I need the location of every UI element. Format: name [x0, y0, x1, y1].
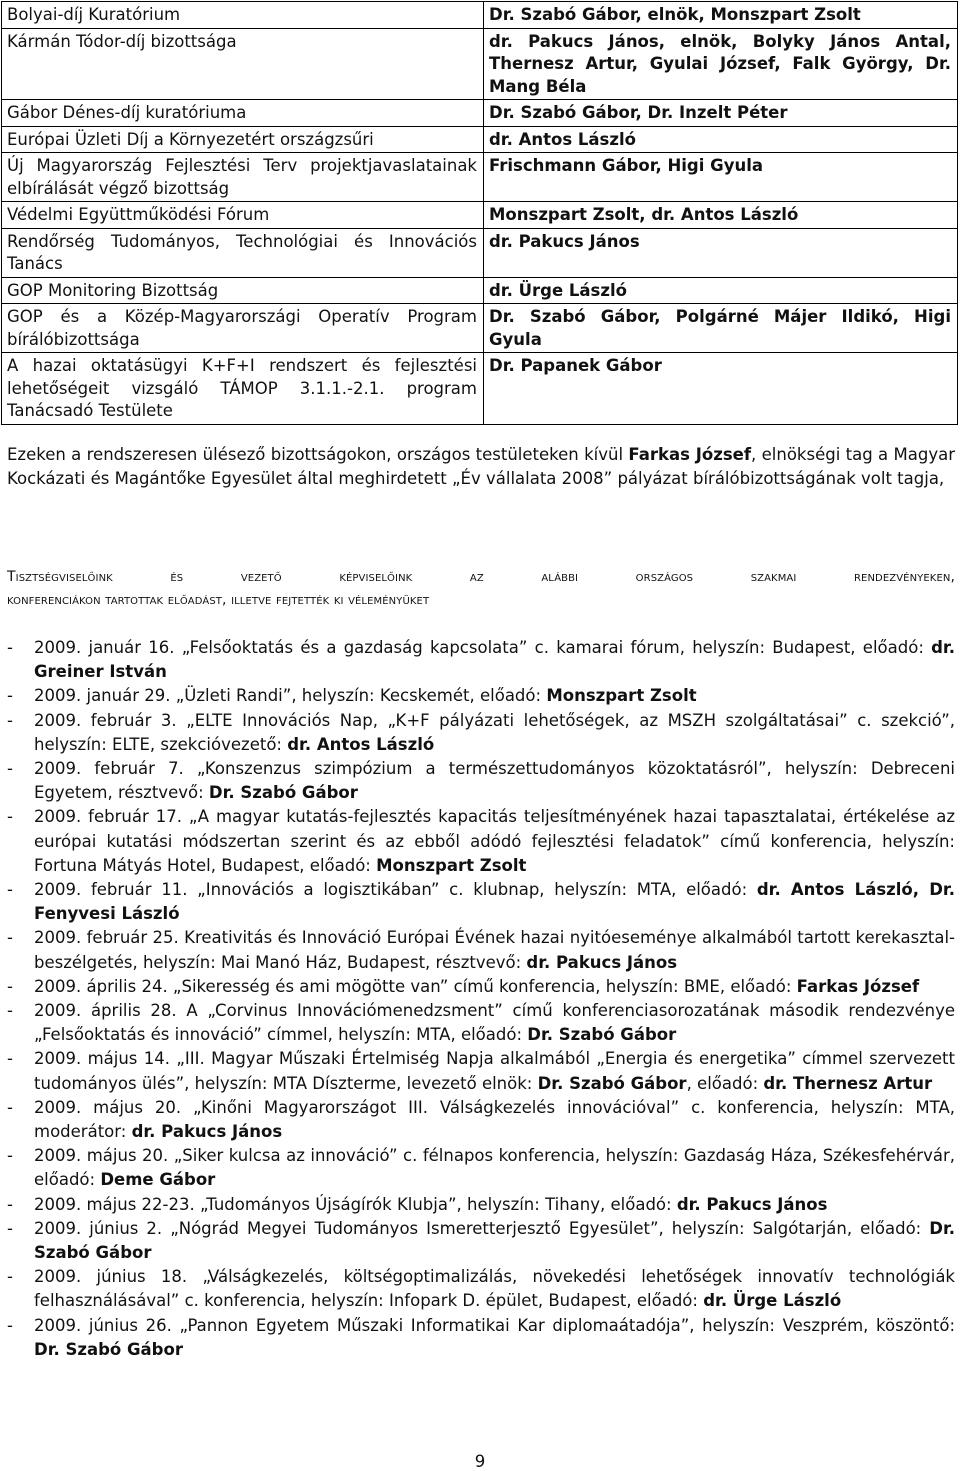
event-text: 2009. január 29. „Üzleti Randi”, helyszín: Kecskemét, előadó: — [34, 686, 547, 706]
event-person: Dr. Szabó Gábor — [208, 783, 358, 803]
event-text: 2009. május 22-23. „Tudományos Újságírók Klubja”, helyszín: Tihany, előadó: — [34, 1194, 677, 1214]
committee-table — [1, 1, 958, 425]
list-item — [7, 1265, 955, 1313]
intro-text-after: , elnökségi tag a Magyar Kockázati és Magántőke Egyesület által meghirdetett „Év vállalata 2008” pályázat bírálóbizottságának volt tagja, — [7, 445, 955, 488]
intro-text-before: Ezeken a rendszeresen ülésező bizottságokon, országos testületeken kívül — [7, 445, 629, 464]
event-person: Dr. Szabó Gábor — [34, 1218, 955, 1263]
events-list — [7, 636, 955, 1362]
list-dash: - — [7, 1194, 13, 1214]
list-item — [7, 999, 955, 1047]
event-person: Deme Gábor — [100, 1170, 216, 1190]
event-text: 2009. június 26. „Pannon Egyetem Műszaki Informatikai Kar diplomaátadója”, helyszín: Veszprém, köszöntő: — [34, 1315, 955, 1335]
list-dash: - — [7, 880, 13, 900]
list-dash: - — [7, 1001, 13, 1021]
event-text: 2009. május 20. „Siker kulcsa az innováció” c. félnapos konferencia, helyszín: Gazdaság Háza, Székesfehérvár, előadó: — [34, 1146, 955, 1190]
list-item — [7, 1314, 955, 1362]
list-dash: - — [7, 759, 13, 779]
committee-members-cell: Frischmann Gábor, Higi Gyula — [484, 153, 958, 202]
list-item — [7, 636, 955, 684]
event-person: Dr. Szabó Gábor — [527, 1025, 677, 1045]
table-row — [2, 228, 958, 277]
table-row — [2, 277, 958, 304]
committee-name-cell: Európai Üzleti Díj a Környezetért országzsűri — [2, 126, 484, 153]
list-item — [7, 1096, 955, 1144]
committee-members-cell: dr. Pakucs János — [484, 228, 958, 277]
table-row — [2, 304, 958, 353]
committee-members-cell: Monszpart Zsolt, dr. Antos László — [484, 202, 958, 229]
event-person: dr. Pakucs János — [131, 1122, 283, 1142]
list-dash: - — [7, 1146, 13, 1166]
committee-name-cell: Rendőrség Tudományos, Technológiai és Innovációs Tanács — [2, 228, 484, 277]
committee-members-cell: Dr. Szabó Gábor, Dr. Inzelt Péter — [484, 100, 958, 127]
list-item — [7, 926, 955, 974]
table-row — [2, 126, 958, 153]
committee-members-cell: Dr. Szabó Gábor, Polgárné Májer Ildikó, Higi Gyula — [484, 304, 958, 353]
table-row — [2, 202, 958, 229]
list-item — [7, 1047, 955, 1095]
list-item — [7, 878, 955, 926]
event-text: 2009. február 17. „A magyar kutatás-fejlesztés kapacitás teljesítményének hazai tapasztalatai, értékelése az európai kutatási módszertan szerint és az ebből adódó fejlesztési feladatok” című konferencia, helyszín: Fortuna Mátyás Hotel, Budapest, előadó: — [34, 807, 955, 875]
event-person: dr. Antos László, Dr. Fenyvesi László — [34, 880, 955, 924]
section-heading-line-1: Tisztségviselőink és vezető képviselőink az alábbi országos szakmai rendezvényeken, — [7, 569, 955, 585]
event-text: 2009. április 28. A „Corvinus Innovációmenedzsment” című konferenciasorozatának második rendezvénye „Felsőoktatás és innováció” címmel, helyszín: MTA, előadó: — [34, 1001, 955, 1045]
list-item — [7, 1217, 955, 1265]
intro-paragraph — [7, 443, 955, 491]
committee-name-cell: GOP Monitoring Bizottság — [2, 277, 484, 304]
event-person: Monszpart Zsolt — [546, 686, 697, 706]
committee-name-cell: A hazai oktatásügyi K+F+I rendszert és fejlesztési lehetőségeit vizsgáló TÁMOP 3.1.1.-2.1. program Tanácsadó Testülete — [2, 353, 484, 425]
event-text: 2009. február 7. „Konszenzus szimpózium a természettudományos közoktatásról”, helyszín: Debreceni Egyetem, résztvevő: — [34, 759, 955, 803]
list-dash: - — [7, 686, 13, 706]
committee-members-cell: Dr. Papanek Gábor — [484, 353, 958, 425]
event-text: 2009. április 24. „Sikeresség és ami mögötte van” című konferencia, helyszín: BME, előadó: — [34, 976, 797, 996]
event-person: Dr. Szabó Gábor — [537, 1073, 687, 1093]
event-person: Monszpart Zsolt — [376, 855, 527, 875]
table-row — [2, 2, 958, 29]
committee-name-cell: Új Magyarország Fejlesztési Terv projektjavaslatainak elbírálását végző bizottság — [2, 153, 484, 202]
event-person: Dr. Szabó Gábor — [34, 1339, 183, 1359]
table-row — [2, 153, 958, 202]
list-item — [7, 1144, 955, 1192]
section-heading — [7, 566, 955, 612]
committee-name-cell: Kármán Tódor-díj bizottsága — [2, 28, 484, 100]
list-dash: - — [7, 976, 13, 996]
event-person: dr. Ürge László — [703, 1291, 842, 1311]
event-person: dr. Pakucs János — [526, 952, 678, 972]
event-text-continued: , előadó: — [686, 1073, 764, 1093]
event-text: 2009. február 3. „ELTE Innovációs Nap, „K+F pályázati lehetőségek, az MSZH szolgáltatásai” c. szekció”, helyszín: ELTE, szekcióvezető: — [34, 710, 955, 754]
table-row — [2, 353, 958, 425]
list-item — [7, 1193, 955, 1217]
committee-members-cell: Dr. Szabó Gábor, elnök, Monszpart Zsolt — [484, 2, 958, 29]
list-item — [7, 757, 955, 805]
committee-name-cell: Védelmi Együttműködési Fórum — [2, 202, 484, 229]
table-row — [2, 28, 958, 100]
list-item — [7, 975, 955, 999]
intro-name: Farkas József — [628, 445, 752, 464]
event-text: 2009. június 18. „Válságkezelés, költségoptimalizálás, növekedési lehetőségek innovatív technológiák felhasználásával” c. konferencia, helyszín: Infopark D. épület, Budapest, előadó: — [34, 1267, 955, 1311]
list-item — [7, 684, 955, 708]
committee-name-cell: GOP és a Közép-Magyarországi Operatív Program bírálóbizottsága — [2, 304, 484, 353]
committee-table-body — [2, 2, 958, 425]
event-person: Farkas József — [796, 976, 920, 996]
list-dash: - — [7, 1097, 13, 1117]
list-dash: - — [7, 638, 13, 657]
committee-members-cell: dr. Antos László — [484, 126, 958, 153]
event-text: 2009. május 14. „III. Magyar Műszaki Értelmiség Napja alkalmából „Energia és energetika” címmel szervezett tudományos ülés”, helyszín: MTA Díszterme, levezető elnök: — [34, 1049, 955, 1093]
committee-members-cell: dr. Pakucs János, elnök, Bolyky János Antal, Thernesz Artur, Gyulai József, Falk György, Dr. Mang Béla — [484, 28, 958, 100]
event-text: 2009. május 20. „Kinőni Magyarországot III. Válságkezelés innovációval” c. konferencia, helyszín: MTA, moderátor: — [34, 1097, 955, 1142]
table-row — [2, 100, 958, 127]
list-item — [7, 805, 955, 878]
event-text: 2009. június 2. „Nógrád Megyei Tudományos Ismeretterjesztő Egyesület”, helyszín: Salgótarján, előadó: — [34, 1218, 930, 1238]
list-dash: - — [7, 710, 13, 730]
page-number: 9 — [474, 1452, 486, 1471]
list-dash: - — [7, 1267, 13, 1287]
committee-name-cell: Gábor Dénes-díj kuratóriuma — [2, 100, 484, 127]
committee-members-cell: dr. Ürge László — [484, 277, 958, 304]
event-text: 2009. január 16. „Felsőoktatás és a gazdaság kapcsolata” c. kamarai fórum, helyszín: Budapest, előadó: — [34, 638, 932, 657]
list-dash: - — [7, 1049, 13, 1069]
list-item — [7, 709, 955, 757]
event-person: dr. Greiner István — [34, 638, 955, 682]
event-person-second: dr. Thernesz Artur — [763, 1073, 933, 1093]
event-text: 2009. február 25. Kreativitás és Innováció Európai Évének hazai nyitóeseménye alkalmából tartott kerekasztal-beszélgetés, helyszín: Mai Manó Ház, Budapest, résztvevő: — [34, 928, 955, 972]
event-text: 2009. február 11. „Innovációs a logisztikában” c. klubnap, helyszín: MTA, előadó: — [34, 880, 757, 900]
list-dash: - — [7, 1218, 13, 1238]
committee-name-cell: Bolyai-díj Kuratórium — [2, 2, 484, 29]
event-person: dr. Pakucs János — [676, 1194, 828, 1214]
event-person: dr. Antos László — [287, 734, 435, 754]
section-heading-line-2: konferenciákon tartottak előadást, illetve fejtették ki véleményüket — [7, 592, 430, 608]
list-dash: - — [7, 1315, 13, 1335]
list-dash: - — [7, 928, 13, 948]
list-dash: - — [7, 807, 13, 827]
